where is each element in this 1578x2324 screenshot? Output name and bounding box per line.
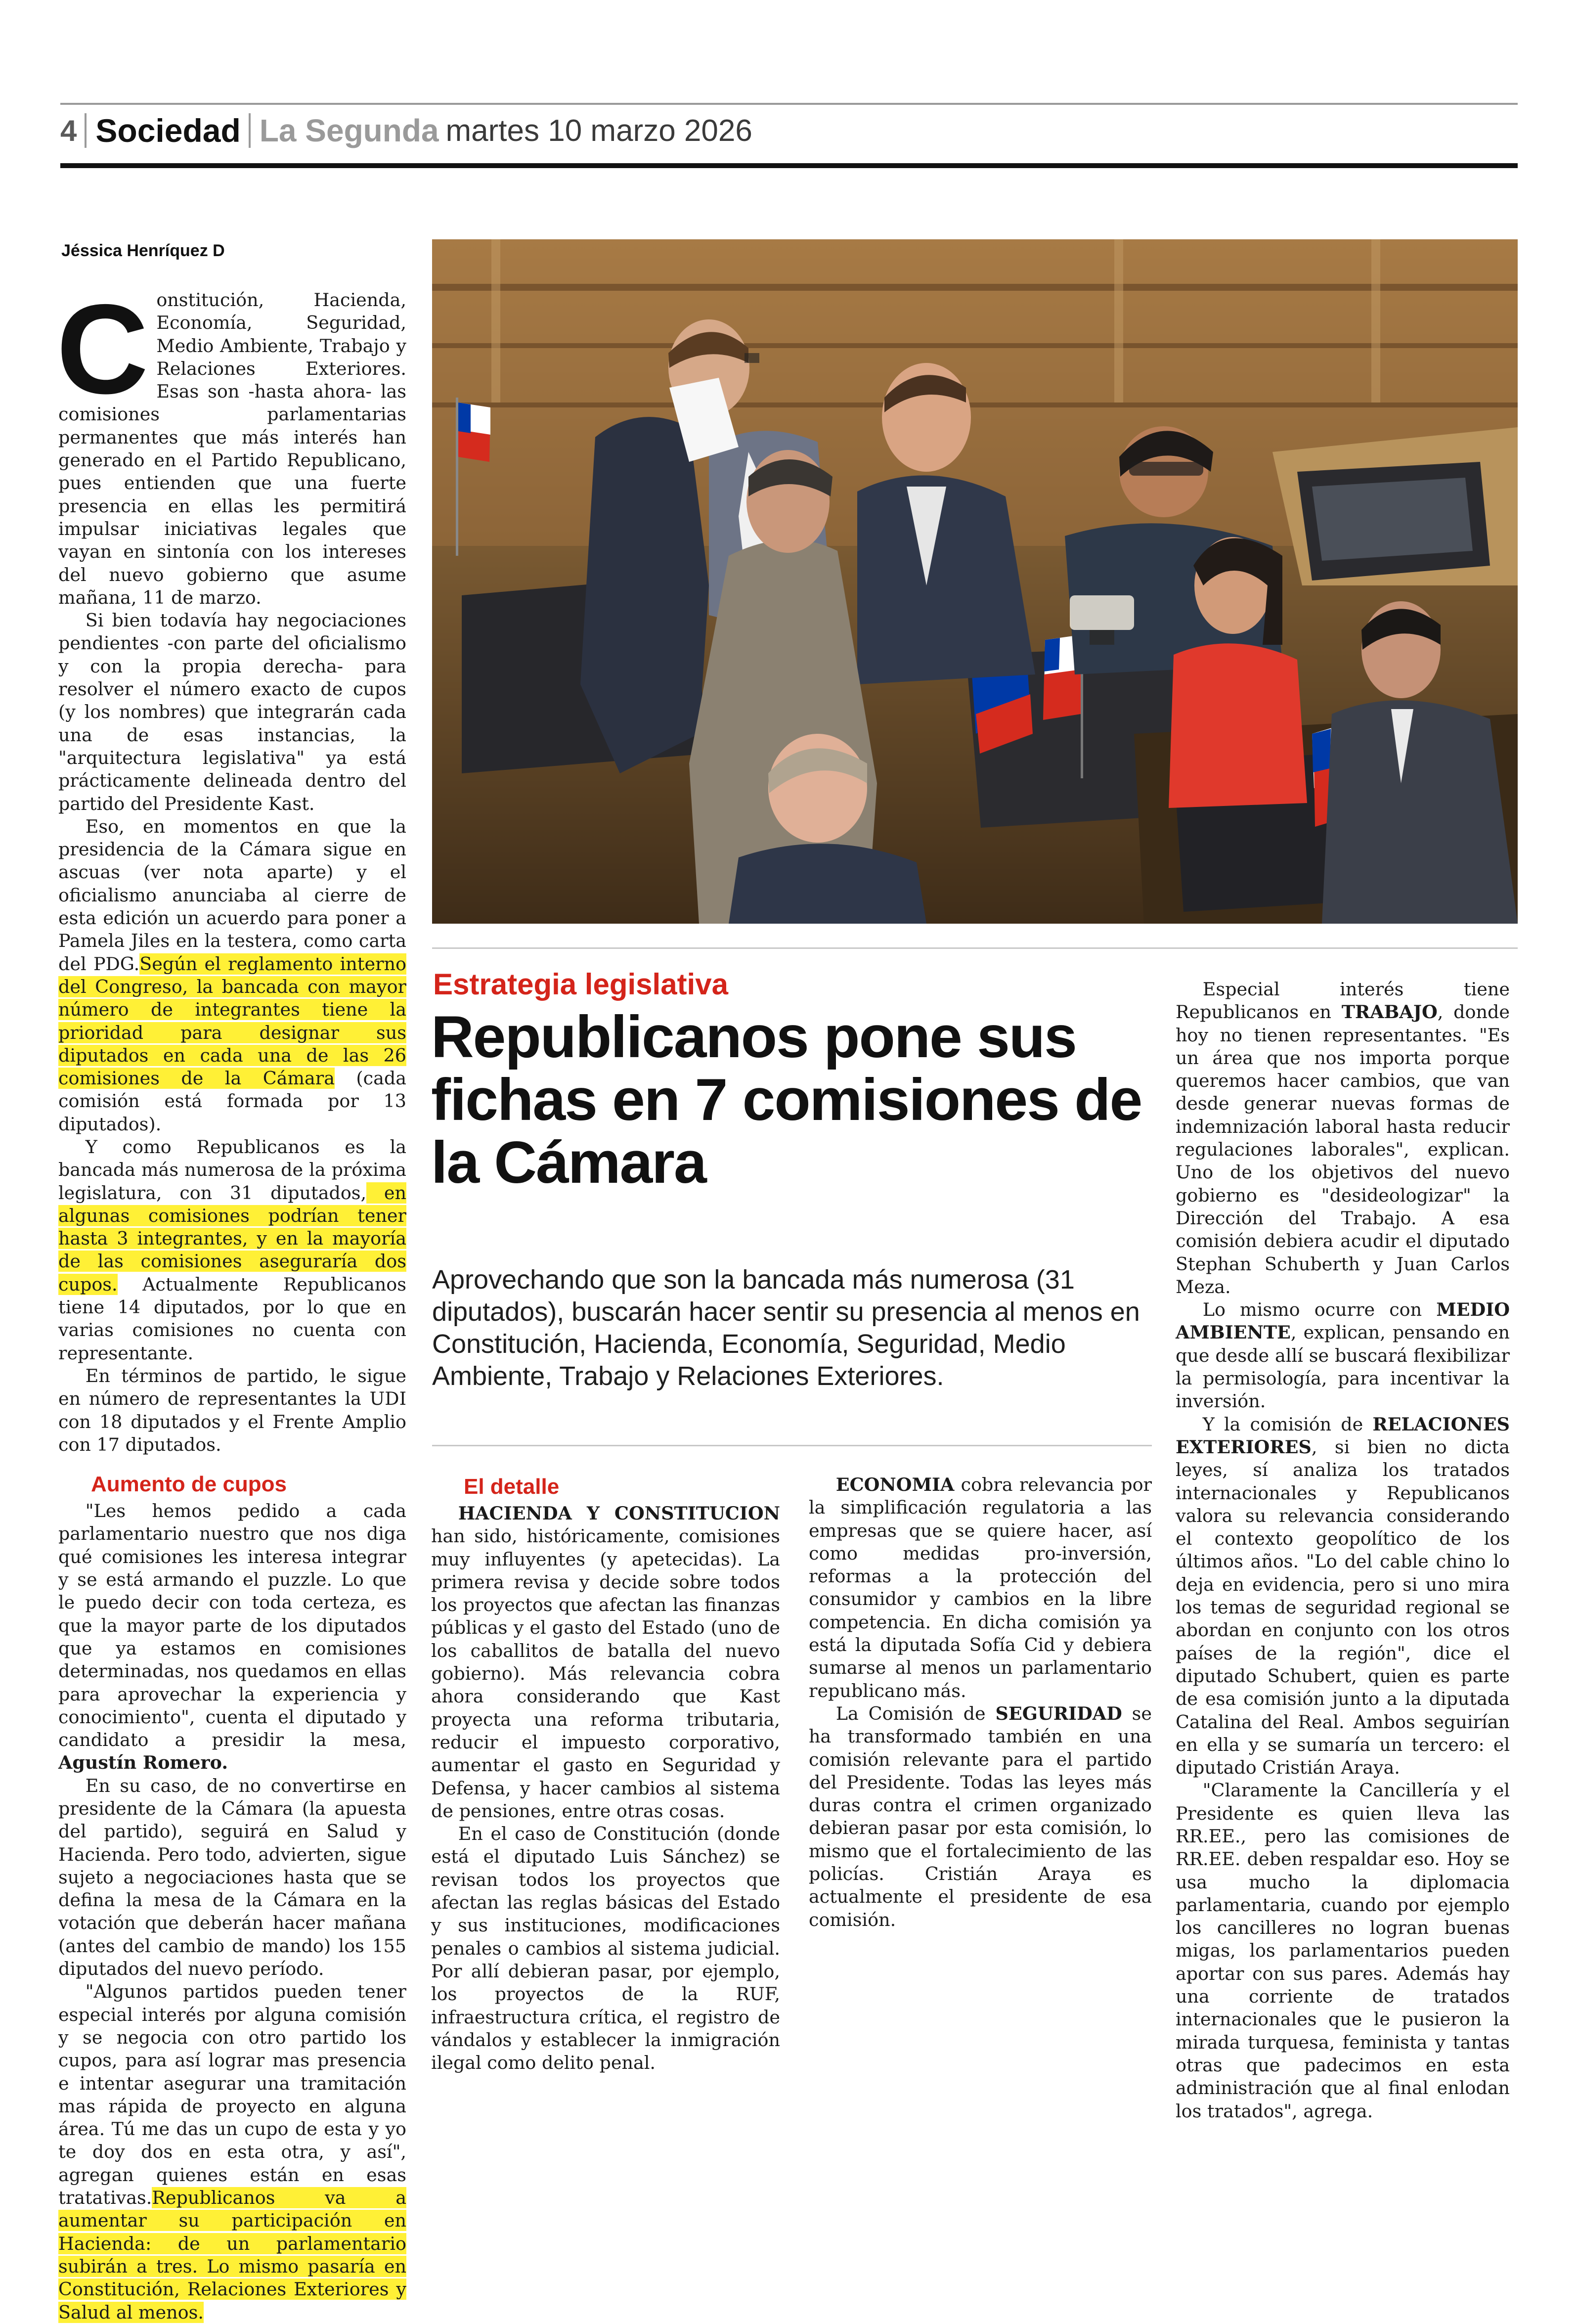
article-paragraph: ECONOMIA cobra relevancia por la simplificación regulatoria a las empresas que se quiere hacer, así como medidas pro-inversión, reformas a la protección del consumidor y cambios en la libre competencia. En dicha comisión ya está la diputada Sofía Cid y debiera sumarse al menos un parlamentario republicano más. (809, 1474, 1152, 1701)
article-column-1 (56, 277, 406, 2324)
page-number: 4 (60, 114, 77, 147)
highlighted-text: en algunas comisiones podrían tener hasta 3 integrantes, y en la mayoría de las comisiones aseguraría dos cupos. (58, 1182, 406, 1295)
masthead-top-rule (60, 103, 1518, 105)
masthead-bottom-rule (60, 163, 1518, 168)
masthead-divider (249, 113, 251, 148)
photo-divider (432, 947, 1518, 949)
subhead-aumento-de-cupos: Aumento de cupos (91, 1472, 287, 1497)
article-paragraph: Si bien todavía hay negociaciones pendientes -con parte del oficialismo y con la propia derecha- para resolver el número exacto de cupos (y los nombres) que integrarán cada una de esas instancias, la "arquitectura legislativa" ya está prácticamente delineada dentro del partido del Presidente Kast. (58, 610, 406, 814)
article-paragraph: Lo mismo ocurre con MEDIO AMBIENTE, explican, pensando en que desde allí se buscará flexibilizar la permisología, para incentivar la inversión. (1176, 1299, 1510, 1412)
article-kicker: Estrategia legislativa (433, 968, 728, 1001)
byline: Jéssica Henríquez D (61, 241, 225, 260)
article-paragraph: En su caso, de no convertirse en presidente de la Cámara (la apuesta del partido), seguirá en Salud y Hacienda. Pero todo, advierten, sigue sujeto a negociaciones hasta que se defina la mesa de la Cámara en la votación que deberán hacer mañana (antes del cambio de mando) los 155 diputados del nuevo período. (58, 1775, 406, 1980)
drop-cap: C (56, 277, 149, 420)
committee-name: SEGURIDAD (995, 1702, 1122, 1724)
article-deck: Aprovechando que son la bancada más numerosa (31 diputados), buscarán hacer sentir su presencia al menos en Constitución, Hacienda, Economía, Seguridad, Medio Ambiente, Trabajo y Relaciones Exteriores. (432, 1265, 1140, 1391)
article-photo (432, 239, 1518, 924)
quoted-source: Agustín Romero. (58, 1752, 228, 1774)
article-paragraph: La Comisión de SEGURIDAD se ha transformado también en una comisión relevante para el partido del Presidente. Todas las leyes más duras contra el crimen organizado debieran pasar por esta comisión, lo mismo que el fortalecimiento de las policías. Cristián Araya es actualmente el presidente de esa comisión. (809, 1702, 1152, 1930)
article-column-2 (431, 1474, 780, 2074)
committee-name: ECONOMIA (835, 1474, 955, 1495)
publication-date: martes 10 marzo 2026 (445, 113, 752, 148)
committee-name: MEDIO AMBIENTE (1176, 1299, 1510, 1343)
deck-divider (432, 1445, 1152, 1446)
article-paragraph: Especial interés tiene Republicanos en TRABAJO, donde hoy no tienen representantes. "Es un área que nos importa porque queremos hacer cambios, que van desde generar nuevas formas de indemnización laboral hasta reducir regulaciones laborales", explican. Uno de los objetivos del nuevo gobierno es "desideologizar" la Dirección del Trabajo. A esa comisión debiera acudir el diputado Stephan Schuberth y Juan Carlos Meza. (1176, 979, 1510, 1297)
subhead-el-detalle: El detalle (464, 1475, 560, 1499)
article-headline: Republicanos pone sus fichas en 7 comisiones de la Cámara (431, 1004, 1142, 1196)
section-name: Sociedad (95, 112, 241, 149)
article-column-4 (1176, 978, 1510, 2123)
article-paragraph: HACIENDA Y CONSTITUCION han sido, históricamente, comisiones muy influyentes (y apetecidas). La primera revisa y decide sobre todos los proyectos que afectan las finanzas públicas y el gasto del Estado (uno de los caballitos de batalla del nuevo gobierno). Más relevancia cobra ahora considerando que Kast proyecta una reforma tributaria, reducir el impuesto corporativo, aumentar el gasto en Seguridad y Defensa, y hacer cambios al sistema de pensiones, entre otras cosas. (431, 1503, 780, 1822)
article-paragraph: Y como Republicanos es la bancada más numerosa de la próxima legislatura, con 31 diputados, en algunas comisiones podrían tener hasta 3 integrantes, y en la mayoría de las comisiones aseguraría dos cupos. Actualmente Republicanos tiene 14 diputados, por lo que en varias comisiones no cuenta con representante. (58, 1136, 406, 1364)
article-column-3 (809, 1474, 1152, 1931)
article-paragraph: "Les hemos pedido a cada parlamentario nuestro que nos diga qué comisiones les interesa integrar y se está armando el puzzle. Lo que le puedo decir con toda certeza, es que la mayor parte de los diputados que ya estamos en comisiones determinadas, nos quedamos en ellas para aprovechar la experiencia y conocimiento", cuenta el diputado y candidato a presidir la mesa, Agustín Romero. (58, 1500, 406, 1774)
article-paragraph: En el caso de Constitución (donde está el diputado Luis Sánchez) se revisan todos los proyectos que afectan las reglas básicas del Estado y sus instituciones, modificaciones penales o cambios al sistema judicial. Por allí debieran pasar, por ejemplo, los proyectos de la RUF, infraestructura crítica, el registro de vándalos y establecer la inmigración ilegal como delito penal. (431, 1823, 780, 2074)
article-paragraph: "Claramente la Cancillería y el Presidente es quien lleva las RR.EE., pero las comisiones de RR.EE. deben respaldar eso. Hoy se usa mucho la diplomacia parlamentaria, cuando por ejemplo los cancilleres no logran buenas migas, los parlamentarios pueden aportar con sus pares. Además hay una corriente de tratados internacionales que le pusieron la mirada turquesa, feminista y tantas otras que padecimos en esta administración que al final enlodan los tratados", agrega. (1176, 1780, 1510, 2122)
committee-name: TRABAJO (1341, 1001, 1438, 1023)
masthead (60, 110, 752, 151)
committee-name: HACIENDA Y CONSTITUCION (458, 1503, 780, 1524)
article-paragraph: Eso, en momentos en que la presidencia de la Cámara sigue en ascuas (ver nota aparte) y el oficialismo anunciaba al cierre de esta edición un acuerdo para poner a Pamela Jiles en la testera, como carta del PDG.Según el reglamento interno del Congreso, la bancada con mayor número de integrantes tiene la prioridad para designar sus diputados en cada una de las 26 comisiones de la Cámara (cada comisión está formada por 13 diputados). (58, 815, 406, 1135)
highlighted-text: Republicanos va a aumentar su participación en Hacienda: de un parlamentario subirán a tres. Lo mismo pasaría en Constitución, Relaciones Exteriores y Salud al menos. (58, 2187, 406, 2323)
highlighted-text: Según el reglamento interno del Congreso, la bancada con mayor número de integrantes tiene la prioridad para designar sus diputados en cada una de las 26 comisiones de la Cámara (58, 953, 406, 1089)
masthead-divider (85, 113, 87, 148)
article-paragraph: En términos de partido, le sigue en número de representantes la UDI con 18 diputados y el Frente Amplio con 17 diputados. (58, 1365, 406, 1455)
article-paragraph: Constitución, Hacienda, Economía, Seguridad, Medio Ambiente, Trabajo y Relaciones Exteriores. Esas son -hasta ahora- las comisiones parlamentarias permanentes que más interés han generado en el Partido Republicano, pues entienden que una fuerte presencia en ellas les permitirá impulsar iniciativas legales que vayan en sintonía con los intereses del nuevo gobierno que asume mañana, 11 de marzo. (56, 277, 406, 608)
photo-illustration (432, 239, 1518, 924)
article-paragraph: "Algunos partidos pueden tener especial interés por alguna comisión y se negocia con otro partido los cupos, para así lograr mas presencia e intentar asegurar una tramitación mas rápida de proyecto en alguna área. Tú me das un cupo de esta y yo te doy dos en esta otra, y así", agregan quienes están en esas tratativas.Republicanos va a aumentar su participación en Hacienda: de un parlamentario subirán a tres. Lo mismo pasaría en Constitución, Relaciones Exteriores y Salud al menos. (58, 1981, 406, 2323)
article-paragraph: Y la comisión de RELACIONES EXTERIORES, si bien no dicta leyes, sí analiza los tratados internacionales y Republicanos valora su relevancia considerando el contexto geopolítico de los últimos años. "Lo del cable chino lo deja en evidencia, pero si uno mira los temas de seguridad regional se abordan en conjunto con los otros países de la región", dice el diputado Schubert, quien es parte de esa comisión junto a la diputada Catalina del Real. Ambos seguirían en ella y se sumaría un tercero: el diputado Cristián Araya. (1176, 1413, 1510, 1779)
committee-name: RELACIONES EXTERIORES (1176, 1413, 1510, 1458)
publication-name: La Segunda (259, 113, 439, 148)
